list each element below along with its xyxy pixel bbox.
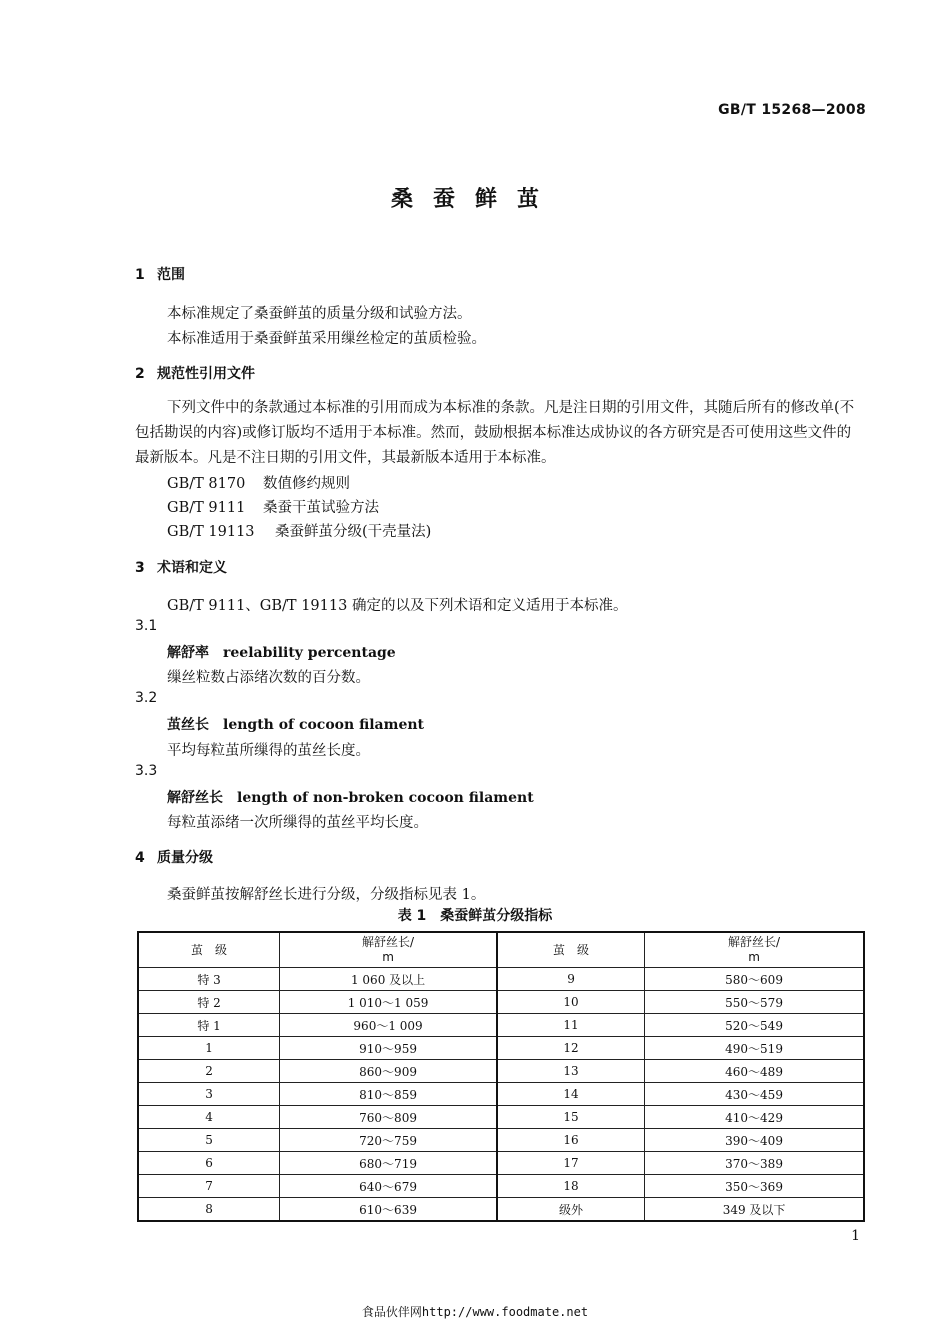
header-grade: 茧 级 (497, 932, 645, 968)
grade-cell: 4 (138, 1106, 280, 1129)
table-row (138, 1083, 864, 1106)
term-heading (167, 787, 534, 807)
section-1-heading (135, 264, 185, 284)
grade-cell: 18 (497, 1175, 645, 1198)
section-2-heading (135, 363, 255, 383)
section-title: 规范性引用文件 (157, 366, 255, 382)
term-heading (167, 714, 424, 734)
grade-cell: 特 3 (138, 968, 280, 991)
grade-cell: 11 (497, 1014, 645, 1037)
length-cell: 520～549 (645, 1014, 864, 1037)
term-definition: 每粒茧添绪一次所缫得的茧丝平均长度。 (167, 815, 428, 831)
length-cell: 430～459 (645, 1083, 864, 1106)
reference-name: 桑蚕干茧试验方法 (263, 500, 379, 516)
page-title: 桑蚕鲜茧 (390, 187, 559, 212)
length-cell: 640～679 (280, 1175, 497, 1198)
header-length-label: 解舒丝长/ (728, 935, 781, 949)
length-cell: 580～609 (645, 968, 864, 991)
page-number: 1 (851, 1228, 860, 1244)
term-cn: 解舒率 (167, 645, 209, 661)
table-row (138, 1198, 864, 1222)
length-cell: 460～489 (645, 1060, 864, 1083)
header-grade: 茧 级 (138, 932, 280, 968)
length-cell: 490～519 (645, 1037, 864, 1060)
length-cell: 760～809 (280, 1106, 497, 1129)
length-cell: 860～909 (280, 1060, 497, 1083)
length-cell: 680～719 (280, 1152, 497, 1175)
term-definition: 缫丝粒数占添绪次数的百分数。 (167, 670, 370, 686)
section-number: 4 (135, 850, 145, 866)
length-cell: 720～759 (280, 1129, 497, 1152)
table-caption: 表 1 桑蚕鲜茧分级指标 (397, 908, 553, 924)
length-cell: 910～959 (280, 1037, 497, 1060)
grade-cell: 级外 (497, 1198, 645, 1222)
term-heading (167, 642, 396, 662)
term-cn: 解舒丝长 (167, 790, 223, 806)
grade-cell: 2 (138, 1060, 280, 1083)
reference-item (167, 520, 431, 541)
section-title: 术语和定义 (157, 560, 227, 576)
section-title: 范围 (157, 267, 185, 283)
reference-name: 桑蚕鲜茧分级(干壳量法) (275, 524, 432, 540)
table-row (138, 1129, 864, 1152)
section-1-para-1: 本标准规定了桑蚕鲜茧的质量分级和试验方法。 (167, 306, 472, 322)
footer-watermark: 食品伙伴网http://www.foodmate.net (361, 1305, 589, 1319)
section-3-heading (135, 557, 227, 577)
reference-code: GB/T 9111 (167, 500, 246, 516)
grade-cell: 6 (138, 1152, 280, 1175)
reference-code: GB/T 19113 (167, 524, 255, 540)
header-length-unit: m (382, 950, 394, 964)
term-number: 3.1 (135, 618, 158, 634)
table-row (138, 1106, 864, 1129)
table-row (138, 1014, 864, 1037)
grade-cell: 9 (497, 968, 645, 991)
table-row (138, 1060, 864, 1083)
header-length-label: 解舒丝长/ (362, 935, 415, 949)
term-number: 3.3 (135, 763, 158, 779)
grade-cell: 5 (138, 1129, 280, 1152)
term-cn: 茧丝长 (167, 717, 209, 733)
grade-cell: 1 (138, 1037, 280, 1060)
term-number: 3.2 (135, 690, 158, 706)
length-cell: 349 及以下 (645, 1198, 864, 1222)
grade-cell: 16 (497, 1129, 645, 1152)
grade-cell: 13 (497, 1060, 645, 1083)
section-4-para: 桑蚕鲜茧按解舒丝长进行分级，分级指标见表 1。 (167, 887, 486, 903)
header-length-unit: m (748, 950, 760, 964)
table-row (138, 968, 864, 991)
section-number: 2 (135, 366, 145, 382)
length-cell: 960～1 009 (280, 1014, 497, 1037)
length-cell: 1 010～1 059 (280, 991, 497, 1014)
grade-cell: 特 2 (138, 991, 280, 1014)
length-cell: 410～429 (645, 1106, 864, 1129)
header-length (280, 932, 497, 968)
table-row (138, 1152, 864, 1175)
grade-cell: 7 (138, 1175, 280, 1198)
length-cell: 550～579 (645, 991, 864, 1014)
grade-cell: 12 (497, 1037, 645, 1060)
grade-cell: 10 (497, 991, 645, 1014)
table-row (138, 1037, 864, 1060)
reference-code: GB/T 8170 (167, 476, 246, 492)
length-cell: 350～369 (645, 1175, 864, 1198)
length-cell: 370～389 (645, 1152, 864, 1175)
section-number: 3 (135, 560, 145, 576)
grade-cell: 3 (138, 1083, 280, 1106)
reference-name: 数值修约规则 (263, 476, 350, 492)
grade-cell: 17 (497, 1152, 645, 1175)
term-en: reelability percentage (223, 645, 396, 661)
section-1-para-2: 本标准适用于桑蚕鲜茧采用缫丝检定的茧质检验。 (167, 331, 486, 347)
section-number: 1 (135, 267, 145, 283)
grade-cell: 8 (138, 1198, 280, 1222)
length-cell: 810～859 (280, 1083, 497, 1106)
length-cell: 390～409 (645, 1129, 864, 1152)
length-cell: 610～639 (280, 1198, 497, 1222)
header-length (645, 932, 864, 968)
term-definition: 平均每粒茧所缫得的茧丝长度。 (167, 743, 370, 759)
section-title: 质量分级 (157, 850, 213, 866)
grade-cell: 特 1 (138, 1014, 280, 1037)
section-3-para: GB/T 9111、GB/T 19113 确定的以及下列术语和定义适用于本标准。 (167, 598, 628, 614)
term-en: length of non-broken cocoon filament (237, 790, 534, 806)
table-header-row (138, 932, 864, 968)
grade-cell: 14 (497, 1083, 645, 1106)
length-cell: 1 060 及以上 (280, 968, 497, 991)
standard-code: GB/T 15268—2008 (718, 102, 866, 118)
reference-item (167, 496, 379, 517)
reference-item (167, 472, 350, 493)
grade-table (137, 931, 865, 1222)
section-4-heading (135, 847, 213, 867)
grade-cell: 15 (497, 1106, 645, 1129)
term-en: length of cocoon filament (223, 717, 424, 733)
section-2-paragraph: 下列文件中的条款通过本标准的引用而成为本标准的条款。凡是注日期的引用文件，其随后所有的修改单(不包括勘误的内容)或修订版均不适用于本标准。然而，鼓励根据本标准达成协议的各方研究是否可使用这些文件的最新版本。凡是不注日期的引用文件，其最新版本适用于本标准。 (135, 400, 855, 466)
table-row (138, 991, 864, 1014)
table-row (138, 1175, 864, 1198)
